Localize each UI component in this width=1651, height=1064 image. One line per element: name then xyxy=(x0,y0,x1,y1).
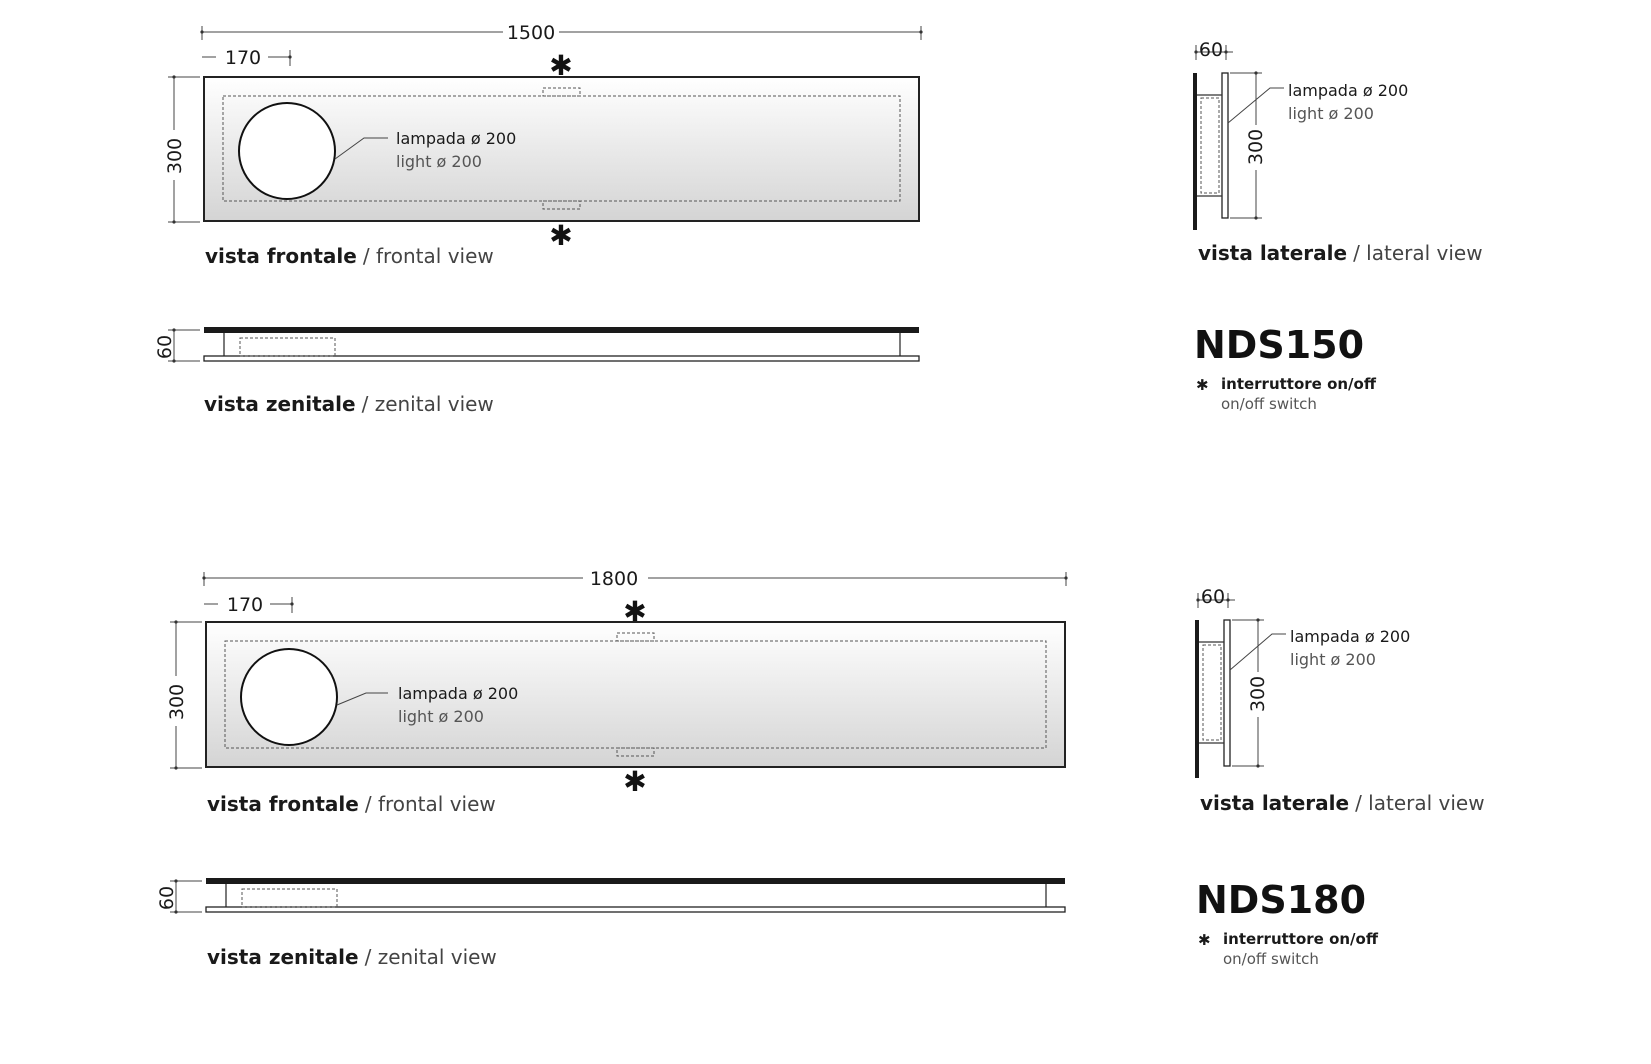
lateral-lamp-housing xyxy=(1203,645,1221,740)
switch-note-en: on/off switch xyxy=(1223,950,1319,968)
lateral-depth-dimension: 60 xyxy=(1198,39,1224,61)
frontal-caption: vista frontale / frontal view xyxy=(207,792,496,816)
lateral-depth-dimension: 60 xyxy=(1200,586,1226,608)
model-nds180 xyxy=(156,568,1485,969)
switch-asterisk-bottom: ✱ xyxy=(549,219,573,252)
lamp-label-it: lampada ø 200 xyxy=(396,129,517,148)
lateral-back-plate xyxy=(1224,620,1230,766)
lamp-circle xyxy=(239,103,335,199)
lateral-lamp-label-it: lampada ø 200 xyxy=(1290,627,1411,646)
lamp-label-en: light ø 200 xyxy=(398,707,484,726)
lateral-mirror-edge xyxy=(1193,73,1197,230)
switch-asterisk-top: ✱ xyxy=(549,49,573,82)
lateral-height-dimension: 300 xyxy=(1247,675,1269,713)
model-code-nds150: NDS150 xyxy=(1194,323,1365,367)
lamp-housing xyxy=(240,338,335,356)
frontal-view-nds180 xyxy=(166,568,1068,816)
zenital-view-nds180 xyxy=(156,878,1065,969)
lateral-caption: vista laterale / lateral view xyxy=(1200,791,1485,815)
frontal-caption: vista frontale / frontal view xyxy=(205,244,494,268)
model-code-nds180: NDS180 xyxy=(1196,878,1367,922)
switch-asterisk-bottom: ✱ xyxy=(623,765,647,798)
lateral-mirror-edge xyxy=(1195,620,1199,778)
zenital-caption: vista zenitale / zenital view xyxy=(207,945,497,969)
lamp-offset-dimension: 170 xyxy=(224,47,262,69)
height-dimension: 300 xyxy=(166,683,188,721)
mirror-top-edge xyxy=(206,878,1065,884)
lateral-height-dimension: 300 xyxy=(1245,128,1267,166)
frontal-view-nds150 xyxy=(164,22,923,268)
zenital-view-nds150 xyxy=(154,327,919,416)
lateral-view-nds180 xyxy=(1195,586,1485,815)
model-nds150 xyxy=(154,22,1483,416)
width-dimension: 1500 xyxy=(506,22,556,44)
switch-note-it: interruttore on/off xyxy=(1221,375,1376,393)
back-plate xyxy=(206,907,1065,912)
lateral-lamp-housing xyxy=(1201,98,1219,193)
depth-dimension: 60 xyxy=(156,885,178,911)
mirror-top-edge xyxy=(204,327,919,333)
lateral-lamp-label-en: light ø 200 xyxy=(1290,650,1376,669)
lateral-back-plate xyxy=(1222,73,1228,218)
lateral-lamp-label-it: lampada ø 200 xyxy=(1288,81,1409,100)
back-plate xyxy=(204,356,919,361)
lateral-view-nds150 xyxy=(1193,39,1483,265)
switch-note-symbol: ✱ xyxy=(1198,931,1211,949)
lateral-caption: vista laterale / lateral view xyxy=(1198,241,1483,265)
width-dimension: 1800 xyxy=(589,568,639,590)
lateral-lamp-label-en: light ø 200 xyxy=(1288,104,1374,123)
lamp-label-it: lampada ø 200 xyxy=(398,684,519,703)
lamp-label-en: light ø 200 xyxy=(396,152,482,171)
switch-asterisk-top: ✱ xyxy=(623,595,647,628)
lamp-circle xyxy=(241,649,337,745)
height-dimension: 300 xyxy=(164,137,186,175)
switch-note-symbol: ✱ xyxy=(1196,376,1209,394)
lamp-offset-dimension: 170 xyxy=(226,594,264,616)
switch-note-it: interruttore on/off xyxy=(1223,930,1378,948)
switch-note-en: on/off switch xyxy=(1221,395,1317,413)
lamp-housing xyxy=(242,889,337,907)
depth-dimension: 60 xyxy=(154,334,176,360)
zenital-caption: vista zenitale / zenital view xyxy=(204,392,494,416)
